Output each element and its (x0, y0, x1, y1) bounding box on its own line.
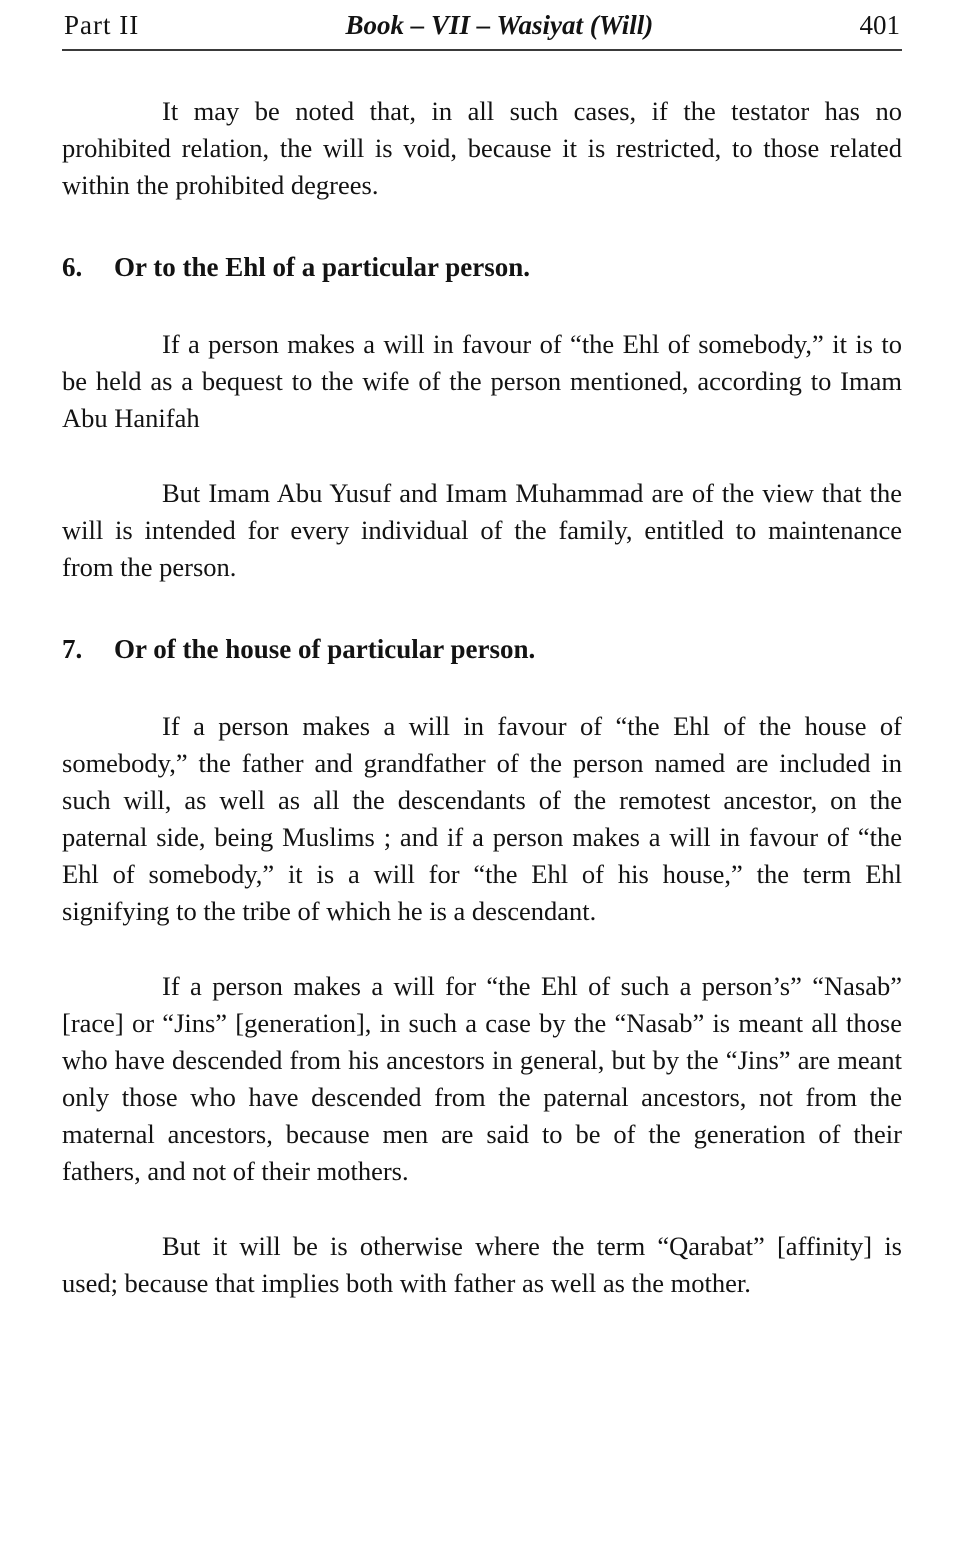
paragraph-abu-yusuf-view: But Imam Abu Yusuf and Imam Muhammad are of the view that the will is intended for every individual of the family, entitled to maintenance from the person. (62, 478, 902, 582)
paragraph-qarabat: But it will be is otherwise where the term “Qarabat” [affinity] is used; because that implies both with father as well as the mother. (62, 1231, 902, 1298)
page-number: 401 (859, 10, 900, 40)
section-number: 6. (62, 252, 83, 282)
paragraph-testator-note: It may be noted that, in all such cases, if the testator has no prohibited relation, the will is void, because it is restricted, to those related within the prohibited degrees. (62, 96, 902, 200)
section-heading-7 (62, 632, 902, 666)
paragraph-nasab-jins: If a person makes a will for “the Ehl of such a person’s” “Nasab” [race] or “Jins” [generation], in such a case by the “Nasab” is meant all those who have descended from his ancestors in general, but by the “Jins” are meant only those who have descended from the paternal ancestors, not from the maternal ancestors, because men are said to be of the generation of their fathers, and not of their mothers. (62, 971, 902, 1186)
part-label: Part II (64, 10, 140, 40)
book-title: Book – VII – Wasiyat (Will) (345, 10, 654, 40)
running-header (62, 8, 902, 51)
page-body (62, 51, 902, 1302)
section-title: Or of the house of particular person. (114, 634, 536, 664)
paragraph-ehl-of-house: If a person makes a will in favour of “the Ehl of the house of somebody,” the father and grandfather of the person named are included in such will, as well as all the descendants of the remotest ancestor, on the paternal side, being Muslims ; and if a person makes a will in favour of “the Ehl of somebody,” it is a will for “the Ehl of his house,” the term Ehl signifying to the tribe of which he is a descendant. (62, 711, 902, 926)
paragraph-ehl-somebody: If a person makes a will in favour of “the Ehl of somebody,” it is to be held as a bequest to the wife of the person mentioned, according to Imam Abu Hanifah (62, 329, 902, 433)
section-title: Or to the Ehl of a particular person. (114, 252, 530, 282)
section-heading-6 (62, 250, 902, 284)
section-number: 7. (62, 634, 83, 664)
